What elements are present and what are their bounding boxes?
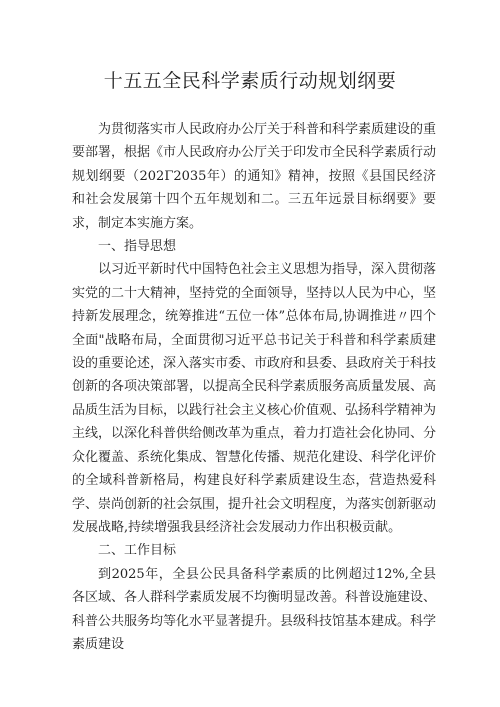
section-heading-guiding-ideology: 一、指导思想 — [98, 239, 177, 255]
section-heading-work-goals: 二、工作目标 — [98, 543, 177, 559]
document-body — [72, 118, 436, 656]
document-title: 十五五全民科学素质行动规划纲要 — [103, 70, 397, 92]
work-goals-paragraph: 到2025年，全县公民具备科学素质的比例超过12%,全县各区域、各人群科学素质发展不均衡明显改善。科普设施建设、科普公共服务均等化水平显著提升。县级科技馆基本建成。科学素质建设 — [72, 566, 437, 652]
intro-paragraph: 为贯彻落实市人民政府办公厅关于科普和科学素质建设的重要部署，根据《市人民政府办公厅关于印发市全民科学素质行动规划纲要（202Γ2035年）的通知》精神，按照《县国民经济和社会发展第十四个五年规划和二。三五年远景目标纲要》要求，制定本实施方案。 — [72, 122, 437, 231]
guiding-ideology-paragraph: 以习近平新时代中国特色社会主义思想为指导，深入贯彻落实党的二十大精神，坚持党的全面领导，坚持以人民为中心，坚持新发展理念，统筹推进“五位一体”总体布局,协调推进〃四个全面"战略布局，全面贯彻习近平总书记关于科普和科学素质建设的重要论述，深入落实市委、市政府和县委、县政府关于科技创新的各项决策部署，以提高全民科学素质服务高质量发展、高品质生活为目标，以践行社会主义核心价值观、弘扬科学精神为主线，以深化科普供给侧改革为重点，着力打造社会化协同、分众化覆盖、系统化集成、智慧化传播、规范化建设、科学化评价的全域科普新格局，构建良好科学素质建设生态，营造热爱科学、崇尚创新的社会氛围，提升社会文明程度，为落实创新驱动发展战略,持续增强我县经济社会发展动力作出积极贡献。 — [72, 262, 437, 535]
